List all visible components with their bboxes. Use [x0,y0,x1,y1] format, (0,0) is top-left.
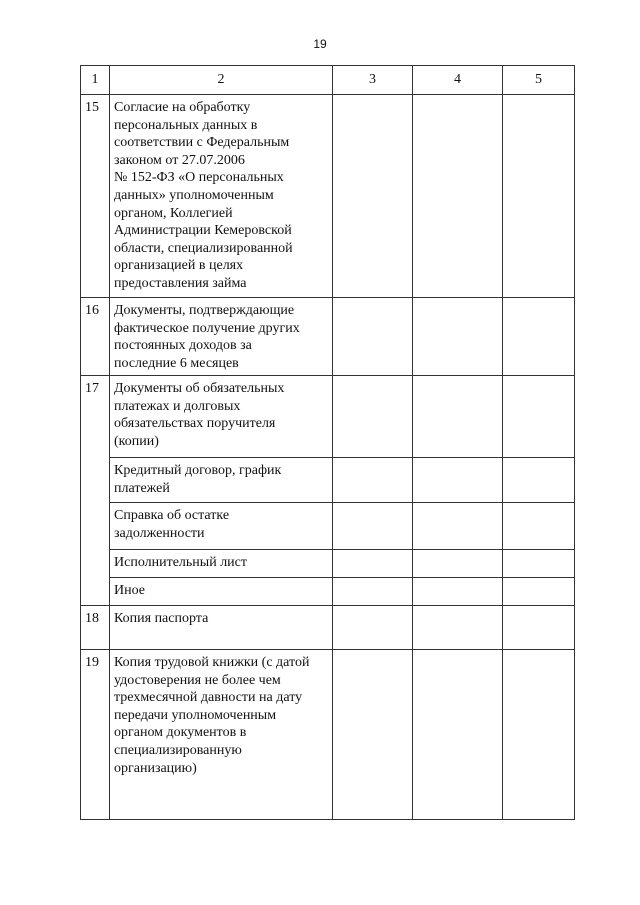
header-cell: 1 [81,66,110,95]
row-text: Документы, подтверждающие фактическое получение других постоянных доходов за последние 6 месяцев [110,298,333,376]
row-text: Справка об остатке задолженности [110,503,333,550]
row-text: Иное [110,578,333,606]
row-text: Копия трудовой книжки (с датой удостоверения не более чем трехмесячной давности на дату передачи уполномоченным органом документов в специализированную организацию) [110,650,333,820]
table-subrow [81,578,575,606]
row-number: 15 [81,95,110,298]
header-cell: 5 [503,66,575,95]
table-row [81,650,575,820]
table-subrow [81,550,575,578]
row-number: 17 [81,376,110,606]
table-row [81,606,575,650]
row-number: 18 [81,606,110,650]
row-text: Согласие на обработку персональных данных в соответствии с Федеральным законом от 27.07.2006 № 152-ФЗ «О персональных данных» уполномоченным органом, Коллегией Администрации Кемеровской области, специализированной организацией в целях предоставления займа [110,95,333,298]
row-text: Копия паспорта [110,606,333,650]
table-row [81,298,575,376]
header-row [81,66,575,95]
table-subrow [81,503,575,550]
table-row [81,95,575,298]
row-number: 16 [81,298,110,376]
table-row [81,376,575,458]
page-number: 19 [313,37,327,51]
table-subrow [81,458,575,503]
documents-table [80,65,575,820]
header-cell: 3 [333,66,413,95]
row-number: 19 [81,650,110,820]
header-cell: 4 [413,66,503,95]
header-cell: 2 [110,66,333,95]
row-text: Документы об обязательных платежах и долговых обязательствах поручителя (копии) [110,376,333,458]
row-text: Кредитный договор, график платежей [110,458,333,503]
row-text: Исполнительный лист [110,550,333,578]
